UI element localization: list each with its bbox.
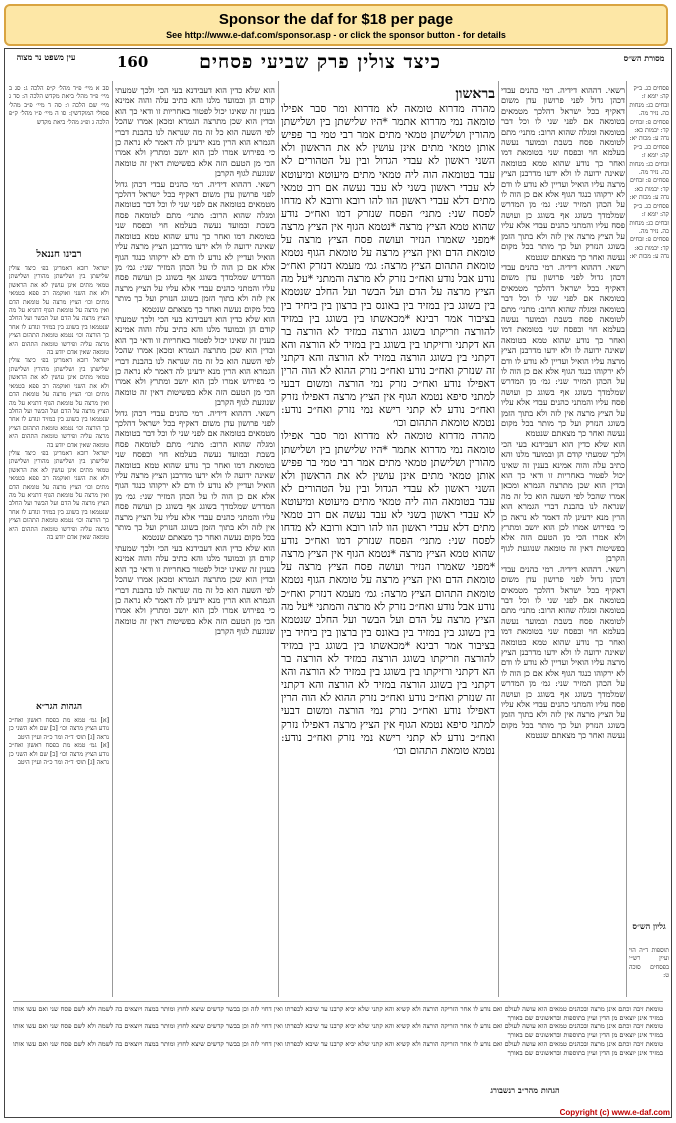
- opening-word: בראשון: [455, 86, 495, 102]
- gemara-text-cont: מהרה מדרוא טומאה לא מדרוא ומר סבר אפילו טומאה נמי מדרוא אתמר *היו שלישתן בין ושלישתן מהורין ושלישתן טמאי מתים אמר רבי טמי בר פפיש אותן טמאי מתים אינן עושין לא את הראשון ולא השני ראשון לא עבדי הגדול ובין על הטהורים לא עבד בטומאה הוה ליה טמאי מתים מיעוטא ומיעוטא לא עבדי ראשון בשני לא עבד נעשה אם רוב טמאי מתים דלא עבדי ראשון הוו להו רובא ורובא לא מדחו לפסח שני: מתני׳ הפסח שנזרק דמו ואח״כ נודע שהוא טמא הציץ מרצה *נטמא הגוף אין הציץ מרצה *מפני שאמרו הנזיר ועושה פסח הציץ מרצה על טומאת הדם ואין הציץ מרצה על טומאת הגוף נטמא טומאת התהום הציץ מרצה: גמ׳ מעמא דנזרק ואח״כ נודע אבל נודע ואח״כ נזרק לא מרצה והמתני *על מה הציץ מרצה על הדם ועל הבשר ועל החלב שנטמא בין בשוגג בין במזיד בין באונס בין ברצון בין ביחיד בין בציבור אמר רבינא *מכאשתו בין בשוגג בין במזיד להורצה וזריקתו בשוגג הורצה במזיד לא הורצה בר הא דקתני ורזיקתו בין בשוגג בין במזיד לא הורצה והא דקתני בין בשוגג הורצה במזיד לא הורצה והא דקתני זה שנזרק ואח״כ נודע ואח״כ נזרק ההוא לא הוה הרין דאפילו נודע ואח״כ נזרק נמי הורצה ומשום דבעי למתני סיפא נטמא הגוף אין הציץ מרצה דאפילו נזרק ואח״כ נודע לא קתני רישא נמי נזרק ואח״כ נודע: נטמא טומאת התהום וכו׳: [281, 430, 495, 757]
- tosafot-text-5: הוא שלא כדין הוא דעבידנא בעי הכי ולכך שמעתי קודם הן ובמועד מלנו והא כתיב עלה והוה אמינא בענין זה שאינו יכול לפטור באחריות זו ודאי כך הוא ובדין הוא שכן מתרצה הגמרא ומכאן אמרו שהכל לפי השעה הוא כל זה מה שנראה לנו בהבנת דברי הגמרא הוא הרין מנא ידעינן לה דאמר לא נראה כן כי בפירוש אמרו לכן הוא יושב ומתרץ ולא אמרו הכי מן הטעם הזה אלא בפשיטות דאין זה טומאה שנוגעת לגוף הקרבן: [115, 542, 275, 637]
- masoret-hashas-label: מסורת הש״ס: [623, 53, 665, 63]
- talmud-page: [4, 48, 672, 1118]
- bottom-right-label: [425, 1085, 625, 1097]
- sponsor-subline[interactable]: See http://www.e-daf.com/sponsor.asp - or click the sponsor button - for details: [166, 30, 506, 40]
- sponsor-headline[interactable]: Sponsor the daf for $18 per page: [218, 11, 454, 28]
- tosafot-text: הוא שלא כדין הוא דעבידנא בעי הכי ולכך שמעתי קודם הן ובמועד מלנו והא כתיב עלה והוה אמינא בענין זה שאינו יכול לפטור באחריות זו ודאי כך הוא ובדין הוא שכן מתרצה הגמרא ומכאן אמרו שהכל לפי השעה הוא כל זה מה שנראה לנו בהבנת דברי הגמרא הוא הרין מנא ידעינן לה דאמר לא נראה כן כי בפירוש אמרו לכן הוא יושב ומתרץ ולא אמרו הכי מן הטעם הזה אלא בפשיטות דאין זה טומאה שנוגעת לגוף הקרבן: [115, 85, 275, 179]
- rashi-text: רשאי. דההוא דידיה. רמי כהנים עבדי דכהן גדול לפני פרושון עדן משום דאקיף בכל ישראל דהלכך מטמאים בטומאה אם לפני שני לו וכל דבר בטומאה ומגלה שהוא הרוב: מתני׳ מתם לטומאה פסח בשבת ובמועד נעשה בעלמא חוי ובפסח שני בטומאת דמו ואחר כך נודע שהוא טמא בטומאה שאינה ידועה לו ולא ידעו מדרבנן הציץ מרצה עליו הואיל ועדיין לא נודע לו ודם לא ירקוהו כנגד הגוף אלא אם כן הוה לו על הכהן המזיר שני: גמ׳ מן המדרש שמלמדך בשוגג אף בשוגג כן ועושה פסח עליו והמתני כהנים עבדי אלא עליו על הציץ מרצה אין לזה ולא בתוך הזמן בשוגג הנזרק ועל כך מותר בכל מקום נעשה ואחר כך מצאתם שנטמא: [501, 85, 625, 262]
- divider: [626, 81, 627, 997]
- divider: [498, 81, 499, 997]
- rashi-column: [501, 85, 625, 995]
- tosafot-text-2: רשאי. דההוא דידיה. רמי כהנים עבדי דכהן גדול לפני פרושון עדן משום דאקיף בכל ישראל דהלכך מטמאים בטומאה אם לפני שני לו וכל דבר בטומאה ומגלה שהוא הרוב: מתני׳ מתם לטומאה פסח בשבת ובמועד נעשה בעלמא חוי ובפסח שני בטומאת דמו ואחר כך נודע שהוא טמא בטומאה שאינה ידועה לו ולא ידעו מדרבנן הציץ מרצה עליו הואיל ועדיין לא נודע לו ודם לא ירקוהו כנגד הגוף אלא אם כן הוה לו על הכהן המזיר שני: גמ׳ מן המדרש שמלמדך בשוגג אף בשוגג כן ועושה פסח עליו והמתני כהנים עבדי אלא עליו על הציץ מרצה אין לזה ולא בתוך הזמן בשוגג הנזרק ועל כך מותר בכל מקום נעשה ואחר כך מצאתם שנטמא: [115, 178, 275, 314]
- gemara-main-column: [281, 85, 495, 995]
- rabbeinu-chananel-title: רבינו חננאל: [36, 249, 82, 260]
- sponsor-banner[interactable]: [4, 4, 668, 46]
- bottom-commentary-text: טומאת זיבה וכתם אינן מרצה ובכהנים טמאים הוא עושה לעולם ואם נודע לו אחר הזריקה הורצה ולא קשיא והא קתני שלא יביא קרבנו עד שיבא לכפרתו ואין דחוי לזה וכן בבשר קדשים שיצא לחוץ ומותר במצה ויוצאים בה לשמה ולא לשם פסח שני ואם עשו אותו במזיד אינן יוצאים מן הדין ועיין בתוספות ובראשונים שם באורך: [13, 1005, 663, 1022]
- bottom-commentary-text-3: טומאת זיבה וכתם אינן מרצה ובכהנים טמאים הוא עושה לעולם ואם נודע לו אחר הזריקה הורצה ולא קשיא והא קתני שלא יביא קרבנו עד שיבא לכפרתו ואין דחוי לזה וכן בבשר קדשים שיצא לחוץ ומותר במצה ויוצאים בה לשמה ולא לשם פסח שני ואם עשו אותו במזיד אינן יוצאים מן הדין ועיין בתוספות ובראשונים שם באורך: [13, 1039, 663, 1057]
- masoret-hashas-text: פסחים כג. ב״ק קה: יומא ז: זבחים כג: מנחות כה. נזיר מה. פסחים פ: זבחים קד: יבמות כא: נדה ע: מכות יא:: [629, 85, 669, 143]
- hagahot-hagra-text: [א] גמ׳ טמא מת בפסח ראשון ואח״כ נודע הציץ מרצה וכו׳ [ב] שם ולא השני כן נראה [ג] תוס׳ ד״ה ומר כ״ה ועיין היטב: [9, 717, 109, 741]
- gilyon-hashas-column: [629, 947, 669, 995]
- page-number: 160: [117, 53, 149, 71]
- rabbeinu-chananel-column: [9, 265, 109, 695]
- hagahot-hagra-header: [9, 701, 109, 715]
- rashi-text-4: רשאי. דההוא דידיה. רמי כהנים עבדי דכהן גדול לפני פרושון עדן משום דאקיף בכל ישראל דהלכך מטמאים בטומאה אם לפני שני לו וכל דבר בטומאה ומגלה שהוא הרוב: מתני׳ מתם לטומאה פסח בשבת ובמועד נעשה בעלמא חוי ובפסח שני בטומאת דמו ואחר כך נודע שהוא טמא בטומאה שאינה ידועה לו ולא ידעו מדרבנן הציץ מרצה עליו הואיל ועדיין לא נודע לו ודם לא ירקוהו כנגד הגוף אלא אם כן הוה לו על הכהן המזיר שני: גמ׳ מן המדרש שמלמדך בשוגג אף בשוגג כן ועושה פסח עליו והמתני כהנים עבדי אלא עליו על הציץ מרצה אין לזה ולא בתוך הזמן בשוגג הנזרק ועל כך מותר בכל מקום נעשה ואחר כך מצאתם שנטמא: [501, 563, 625, 741]
- divider: [278, 81, 279, 997]
- maharab-label: הגהות מהר״ב רנשבורג: [490, 1085, 560, 1095]
- masoret-hashas-text-2: פסחים כג. ב״ק קה: יומא ז: זבחים כג: מנחות כה. נזיר מה. פסחים פ: זבחים קד: יבמות כא: נדה ע: מכות יא:: [629, 143, 669, 202]
- gemara-text: מהרה מדרוא טומאה לא מדרוא ומר סבר אפילו טומאה נמי מדרוא אתמר *היו שלישתן בין ושלישתן מהורין ושלישתן טמאי מתים אמר רבי טמי בר פפיש אותן טמאי מתים אינן עושין לא את הראשון ולא השני ראשון לא עבדי הגדול ובין על הטהורים לא עבד בטומאה הוה ליה טמאי מתים מיעוטא ומיעוטא לא עבדי ראשון בשני לא עבד נעשה אם רוב טמאי מתים דלא עבדי ראשון הוו להו רובא ורובא לא מדחו לפסח שני: מתני׳ הפסח שנזרק דמו ואח״כ נודע שהוא טמא הציץ מרצה *נטמא הגוף אין הציץ מרצה *מפני שאמרו הנזיר ועושה פסח הציץ מרצה על טומאת הדם ואין הציץ מרצה על טומאת הגוף נטמא טומאת התהום הציץ מרצה: גמ׳ מעמא דנזרק ואח״כ נודע אבל נודע ואח״כ נזרק לא מרצה והמתני *על מה הציץ מרצה על הדם ועל הבשר ועל החלב שנטמא בין בשוגג בין במזיד בין באונס בין ברצון בין ביחיד בין בציבור אמר רבינא *מכאשתו בין בשוגג בין במזיד להורצה וזריקתו בשוגג הורצה במזיד לא הורצה בר הא דקתני ורזיקתו בין בשוגג בין במזיד לא הורצה והא דקתני בין בשוגג הורצה במזיד לא הורצה והא דקתני זה שנזרק ואח״כ נודע ואח״כ נזרק ההוא לא הוה הרין דאפילו נודע ואח״כ נזרק נמי הורצה ומשום דבעי למתני סיפא נטמא הגוף אין הציץ מרצה דאפילו נזרק ואח״כ נודע לא קתני רישא נמי נזרק ואח״כ נודע: נטמא טומאת התהום וכו׳: [281, 103, 495, 430]
- page-header: [5, 49, 671, 75]
- tosafot-column: [115, 85, 275, 995]
- ein-mishpat-label: עין משפט נר מצוה: [16, 52, 76, 62]
- rashi-text-3: הוא שלא כדין הוא דעבידנא בעי הכי ולכך שמעתי קודם הן ובמועד מלנו והא כתיב עלה והוה אמינא בענין זה שאינו יכול לפטור באחריות זו ודאי כך הוא ובדין הוא שכן מתרצה הגמרא ומכאן אמרו שהכל לפי השעה הוא כל זה מה שנראה לנו בהבנת דברי הגמרא הוא הרין מנא ידעינן לה דאמר לא נראה כן כי בפירוש אמרו לכן הוא יושב ומתרץ ולא אמרו הכי מן הטעם הזה אלא בפשיטות דאין זה טומאה שנוגעת לגוף הקרבן: [501, 438, 625, 564]
- divider: [112, 81, 113, 997]
- bottom-commentary: [13, 1001, 663, 1085]
- rabbeinu-chananel-header: [9, 249, 109, 263]
- hagahot-hagra-column: [9, 717, 109, 997]
- tosafot-text-3: הוא שלא כדין הוא דעבידנא בעי הכי ולכך שמעתי קודם הן ובמועד מלנו והא כתיב עלה והוה אמינא בענין זה שאינו יכול לפטור באחריות זו ודאי כך הוא ובדין הוא שכן מתרצה הגמרא ומכאן אמרו שהכל לפי השעה הוא כל זה מה שנראה לנו בהבנת דברי הגמרא הוא הרין מנא ידעינן לה דאמר לא נראה כן כי בפירוש אמרו לכן הוא יושב ומתרץ ולא אמרו הכי מן הטעם הזה אלא בפשיטות דאין זה טומאה שנוגעת לגוף הקרבן: [115, 313, 275, 408]
- gilyon-hashas-text: תוספות ד״ה הוי ועיין רש״י בפסחים סוכה ט:: [629, 947, 669, 980]
- hagahot-hagra-text-cont: [א] גמ׳ טמא מת בפסח ראשון ואח״כ נודע הציץ מרצה וכו׳ [ב] שם ולא השני כן נראה [ג] תוס׳ ד״ה ומר כ״ה ועיין היטב: [9, 742, 109, 767]
- rabbeinu-chananel-text-cont: ישראל רובא דאמרינן בפ׳ כיצד צולין שלישתן בין ושלישתן מהורין ושלישתן טמאי מתים אינן עושין לא את הראשון ולא את השני ואוקמה רב פפא בטמאי מתים וכו׳ הציץ מרצה על טומאת הדם ואין מרצה על טומאת הגוף דתניא על מה הציץ מרצה על הדם ועל הבשר ועל החלב שנטמאו בין בשוגג בין במזיד ונודע לו אחר כך הורצה וכו׳ נטמא טומאת התהום הציץ מרצה עליה ופירשו טומאת התהום היא טומאה שאין אדם יודע בה: [9, 357, 109, 449]
- chapter-title: כיצד צולין פרק שביעי פסחים: [199, 51, 441, 73]
- rashi-text-2: רשאי. דההוא דידיה. רמי כהנים עבדי דכהן גדול לפני פרושון עדן משום דאקיף בכל ישראל דהלכך מטמאים בטומאה אם לפני שני לו וכל דבר בטומאה ומגלה שהוא הרוב: מתני׳ מתם לטומאה פסח בשבת ובמועד נעשה בעלמא חוי ובפסח שני בטומאת דמו ואחר כך נודע שהוא טמא בטומאה שאינה ידועה לו ולא ידעו מדרבנן הציץ מרצה עליו הואיל ועדיין לא נודע לו ודם לא ירקוהו כנגד הגוף אלא אם כן הוה לו על הכהן המזיר שני: גמ׳ מן המדרש שמלמדך בשוגג אף בשוגג כן ועושה פסח עליו והמתני כהנים עבדי אלא עליו על הציץ מרצה אין לזה ולא בתוך הזמן בשוגג הנזרק ועל כך מותר בכל מקום נעשה ואחר כך מצאתם שנטמא: [501, 261, 625, 439]
- masoret-hashas-text-3: פסחים כג. ב״ק קה: יומא ז: זבחים כג: מנחות כה. נזיר מה. פסחים פ: זבחים קד: יבמות כא: נדה ע: מכות יא:: [629, 202, 669, 261]
- masoret-hashas-column: [629, 85, 669, 915]
- gilyon-hashas-title: גליון הש״ס: [632, 921, 666, 931]
- tosafot-text-4: רשאי. דההוא דידיה. רמי כהנים עבדי דכהן גדול לפני פרושון עדן משום דאקיף בכל ישראל דהלכך מטמאים בטומאה אם לפני שני לו וכל דבר בטומאה ומגלה שהוא הרוב: מתני׳ מתם לטומאה פסח בשבת ובמועד נעשה בעלמא חוי ובפסח שני בטומאת דמו ואחר כך נודע שהוא טמא בטומאה שאינה ידועה לו ולא ידעו מדרבנן הציץ מרצה עליו הואיל ועדיין לא נודע לו ודם לא ירקוהו כנגד הגוף אלא אם כן הוה לו על הכהן המזיר שני: גמ׳ מן המדרש שמלמדך בשוגג אף בשוגג כן ועושה פסח עליו והמתני כהנים עבדי אלא עליו על הציץ מרצה אין לזה ולא בתוך הזמן בשוגג הנזרק ועל כך מותר בכל מקום נעשה ואחר כך מצאתם שנטמא: [115, 407, 275, 543]
- ein-mishpat-text: סב א מיי׳ פ״ד מהל׳ ק״פ הלכה ג: סג ב מיי׳ פ״ד מהל׳ ביאת מקדש הלכה ה: סד ג מיי׳ שם הלכה ו: סה ד מיי׳ פ״ב מהל׳ פסולי המוקדשין: סו ה מיי׳ פ״ו מהל׳ ק״פ הלכה ג ופ״ג מהל׳ ביאת מקדש: [9, 85, 109, 126]
- gilyon-hashas-header: [629, 921, 669, 945]
- copyright-notice[interactable]: Copyright (c) www.e-daf.com: [559, 1108, 670, 1117]
- ein-mishpat-column: [9, 85, 109, 245]
- rabbeinu-chananel-text-more: ישראל רובא דאמרינן בפ׳ כיצד צולין שלישתן בין ושלישתן מהורין ושלישתן טמאי מתים אינן עושין לא את הראשון ולא את השני ואוקמה רב פפא בטמאי מתים וכו׳ הציץ מרצה על טומאת הדם ואין מרצה על טומאת הגוף דתניא על מה הציץ מרצה על הדם ועל הבשר ועל החלב שנטמאו בין בשוגג בין במזיד ונודע לו אחר כך הורצה וכו׳ נטמא טומאת התהום הציץ מרצה עליה ופירשו טומאת התהום היא טומאה שאין אדם יודע בה: [9, 449, 109, 541]
- hagahot-hagra-title: הגהות הגר״א: [35, 702, 82, 712]
- bottom-commentary-text-2: טומאת זיבה וכתם אינן מרצה ובכהנים טמאים הוא עושה לעולם ואם נודע לו אחר הזריקה הורצה ולא קשיא והא קתני שלא יביא קרבנו עד שיבא לכפרתו ואין דחוי לזה וכן בבשר קדשים שיצא לחוץ ומותר במצה ויוצאים בה לשמה ולא לשם פסח שני ואם עשו אותו במזיד אינן יוצאים מן הדין ועיין בתוספות ובראשונים שם באורך: [13, 1022, 663, 1040]
- rabbeinu-chananel-text: ישראל רובא דאמרינן בפ׳ כיצד צולין שלישתן בין ושלישתן מהורין ושלישתן טמאי מתים אינן עושין לא את הראשון ולא את השני ואוקמה רב פפא בטמאי מתים וכו׳ הציץ מרצה על טומאת הדם ואין מרצה על טומאת הגוף דתניא על מה הציץ מרצה על הדם ועל הבשר ועל החלב שנטמאו בין בשוגג בין במזיד ונודע לו אחר כך הורצה וכו׳ נטמא טומאת התהום הציץ מרצה עליה ופירשו טומאת התהום היא טומאה שאין אדם יודע בה: [9, 265, 109, 357]
